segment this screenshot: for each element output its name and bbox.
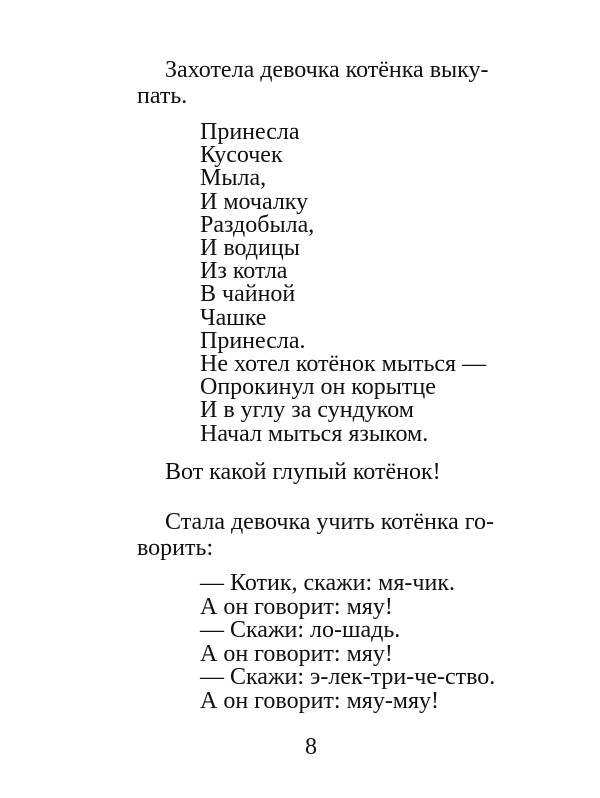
dialog-line: — Скажи: э-лек-три-че-ство. — [200, 664, 496, 691]
poem-line: Мыла, — [200, 165, 267, 192]
text-line: Захотела девочка котёнка выку- — [165, 57, 489, 83]
text-line: ворить: — [137, 535, 214, 561]
text-line: Стала девочка учить котёнка го- — [165, 509, 495, 535]
poem-line: И водицы — [200, 235, 300, 262]
poem-line: В чайной — [200, 281, 296, 308]
poem-line: Чашке — [200, 304, 267, 331]
dialog-line: А он говорит: мяу-мяу! — [200, 687, 440, 714]
poem-stanza — [200, 121, 486, 446]
dialog-line: — Скажи: ло-шадь. — [200, 617, 401, 644]
poem-line: И мочалку — [200, 188, 309, 215]
poem-line: Принесла. — [200, 327, 306, 354]
text-line: пать. — [137, 83, 188, 109]
poem-line: Из котла — [200, 258, 288, 285]
paragraph-silly-kitten — [165, 459, 441, 485]
poem-line: Опрокинул он корытце — [200, 374, 436, 401]
poem-line: Не хотел котёнок мыться — — [200, 351, 487, 378]
text-line: Вот какой глупый котёнок! — [165, 459, 441, 485]
poem-line: Принесла — [200, 119, 300, 145]
dialog-line: А он говорит: мяу! — [200, 640, 393, 667]
poem-line: Кусочек — [200, 142, 283, 169]
dialog-line: А он говорит: мяу! — [200, 593, 393, 620]
poem-line: И в углу за сундуком — [200, 397, 414, 424]
dialog-line: — Котик, скажи: мя-чик. — [200, 570, 455, 596]
paragraph-intro — [137, 57, 489, 109]
dialog-block — [200, 572, 495, 714]
poem-line: Начал мыться языком. — [200, 420, 429, 447]
page-number: 8 — [305, 734, 317, 760]
poem-line: Раздобыла, — [200, 211, 315, 238]
paragraph-teach-speak — [137, 509, 495, 561]
